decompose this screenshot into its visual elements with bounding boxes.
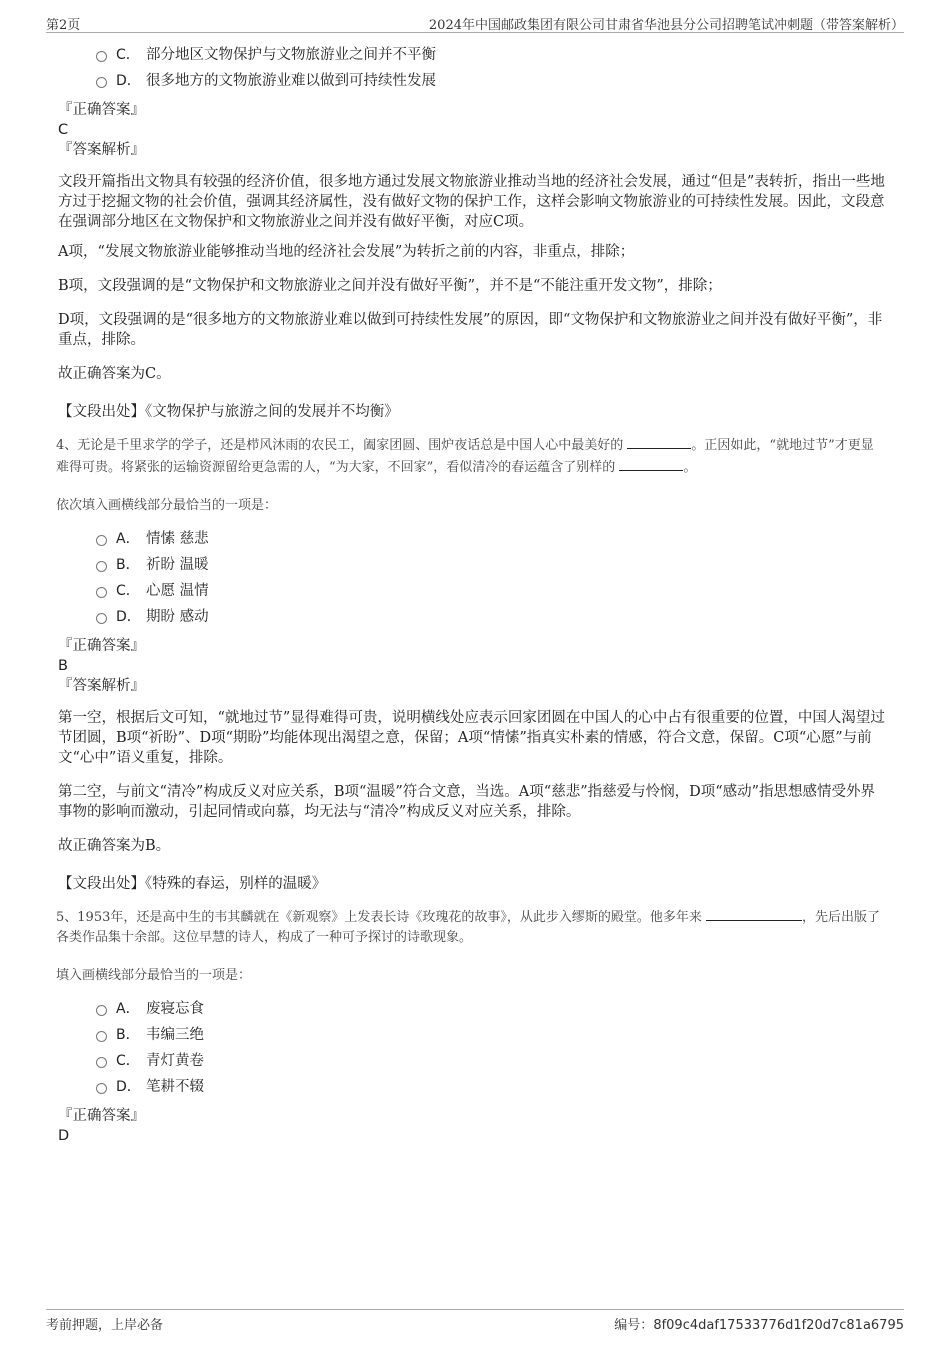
- q4-option-d[interactable]: [56, 604, 886, 630]
- q4-options: [56, 526, 886, 630]
- option-text: 部分地区文物保护与文物旅游业之间并不平衡: [146, 47, 436, 63]
- q5-answer: D: [58, 1128, 70, 1144]
- q4-answer: B: [58, 658, 68, 674]
- q3-analysis-para-1: 文段开篇指出文物具有较强的经济价值，很多地方通过发展文物旅游业推动当地的经济社会发展，通过“但是”表转折，指出一些地方过于挖掘文物的社会价值，强调其经济属性，没有做好文物的保护工作，这样会影响文物旅游业的可持续性发展。因此，文段意在强调部分地区在文物保护和文物旅游业之间并没有做好平衡，对应C项。: [58, 174, 885, 230]
- option-letter: B．: [116, 1027, 140, 1043]
- q5-prompt: 填入画横线部分最恰当的一项是：: [56, 968, 252, 983]
- option-letter: D．: [116, 609, 141, 625]
- option-text: 祈盼 温暖: [146, 557, 209, 573]
- radio-icon[interactable]: [96, 1057, 107, 1068]
- option-text: 期盼 感动: [146, 609, 209, 625]
- q5-option-a[interactable]: [56, 996, 886, 1022]
- radio-icon[interactable]: [96, 613, 107, 624]
- q3-analysis-para-2: A项，“发展文物旅游业能够推动当地的经济社会发展”为转折之前的内容，非重点，排除；: [58, 244, 635, 260]
- q5-option-b[interactable]: [56, 1022, 886, 1048]
- q3-answer: C: [58, 122, 69, 138]
- q3-analysis-label: 『答案解析』: [58, 142, 145, 158]
- option-text: 青灯黄卷: [146, 1053, 204, 1069]
- option-text: 废寝忘食: [146, 1001, 204, 1017]
- document-code-value: 8f09c4daf17533776d1f20d7c81a6795: [653, 1318, 904, 1333]
- q4-analysis-para-2: 第二空，与前文“清冷”构成反义对应关系，B项“温暖”符合文意，当选。A项“慈悲”指慈爱与怜悯，D项“感动”指思想感情受外界事物的影响而激动，引起同情或向慕，均无法与“清冷”构成反义对应关系，排除。: [58, 784, 876, 820]
- q3-option-d[interactable]: [56, 68, 886, 94]
- q4-answer-label: 『正确答案』: [58, 638, 145, 654]
- option-text: 韦编三绝: [146, 1027, 204, 1043]
- q4-analysis-label: 『答案解析』: [58, 678, 145, 694]
- option-text: 心愿 温情: [146, 583, 209, 599]
- option-letter: C．: [116, 1053, 140, 1069]
- radio-icon[interactable]: [96, 51, 107, 62]
- document-code: [614, 1314, 904, 1333]
- q3-source: 【文段出处】《文物保护与旅游之间的发展并不均衡》: [58, 404, 399, 420]
- radio-icon[interactable]: [96, 1031, 107, 1042]
- document-body: [56, 42, 886, 1146]
- option-letter: B．: [116, 557, 140, 573]
- option-letter: A．: [116, 531, 140, 547]
- q5-blank: [706, 906, 802, 921]
- option-text: 情愫 慈悲: [146, 531, 209, 547]
- q5-options: [56, 996, 886, 1100]
- q5-answer-label: 『正确答案』: [58, 1108, 145, 1124]
- q4-analysis-para-3: 故正确答案为B。: [58, 838, 171, 854]
- page-header: [46, 12, 904, 33]
- q3-analysis-para-4: D项，文段强调的是“很多地方的文物旅游业难以做到可持续性发展”的原因，即“文物保护和文物旅游业之间并没有做好平衡”，非重点，排除。: [58, 312, 883, 348]
- option-text: 很多地方的文物旅游业难以做到可持续性发展: [146, 73, 436, 89]
- q5-option-d[interactable]: [56, 1074, 886, 1100]
- document-code-label: 编号：: [614, 1318, 654, 1333]
- option-letter: C．: [116, 47, 140, 63]
- page-number: 第2页: [46, 18, 81, 33]
- q3-answer-label: 『正确答案』: [58, 102, 145, 118]
- radio-icon[interactable]: [96, 1005, 107, 1016]
- document-title: 2024年中国邮政集团有限公司甘肃省华池县分公司招聘笔试冲刺题（带答案解析）: [428, 18, 904, 33]
- q4-blank-2: [619, 456, 683, 471]
- option-letter: D．: [116, 73, 141, 89]
- footer-slogan: 考前押题，上岸必备: [46, 1318, 164, 1333]
- radio-icon[interactable]: [96, 535, 107, 546]
- radio-icon[interactable]: [96, 1083, 107, 1094]
- radio-icon[interactable]: [96, 561, 107, 572]
- q4-option-c[interactable]: [56, 578, 886, 604]
- radio-icon[interactable]: [96, 77, 107, 88]
- option-letter: D．: [116, 1079, 141, 1095]
- q3-analysis-para-3: B项，文段强调的是“文物保护和文物旅游业之间并没有做好平衡”，并不是“不能注重开发文物”，排除；: [58, 278, 722, 294]
- q4-stem: 4、无论是千里求学的学子，还是栉风沐雨的农民工，阖家团圆、围炉夜话总是中国人心中最美好的 。正因如此，“就地过节”才更显难得可贵。将紧张的运输资源留给更急需的人，“为大家，不回家”，看似清冷的春运蕴含了别样的 。: [56, 434, 886, 478]
- q3-options: [56, 42, 886, 94]
- q3-analysis-para-5: 故正确答案为C。: [58, 366, 171, 382]
- radio-icon[interactable]: [96, 587, 107, 598]
- q3-option-c[interactable]: [56, 42, 886, 68]
- q4-option-a[interactable]: [56, 526, 886, 552]
- q5-option-c[interactable]: [56, 1048, 886, 1074]
- page-footer: [46, 1309, 904, 1332]
- q4-analysis-para-1: 第一空，根据后文可知，“就地过节”显得难得可贵，说明横线处应表示回家团圆在中国人的心中占有很重要的位置，中国人渴望过节团圆，B项“祈盼”、D项“期盼”均能体现出渴望之意，保留；A项“情愫”指真实朴素的情感，符合文意，保留。C项“心愿”与前文“心中”语义重复，排除。: [58, 710, 885, 766]
- q4-option-b[interactable]: [56, 552, 886, 578]
- option-letter: A．: [116, 1001, 140, 1017]
- option-letter: C．: [116, 583, 140, 599]
- option-text: 笔耕不辍: [146, 1079, 204, 1095]
- q4-prompt: 依次填入画横线部分最恰当的一项是：: [56, 498, 278, 513]
- q4-source: 【文段出处】《特殊的春运，别样的温暖》: [58, 876, 327, 892]
- q5-stem: 5、1953年，还是高中生的韦其麟就在《新观察》上发表长诗《玫瑰花的故事》，从此步入缪斯的殿堂。他多年来 ，先后出版了各类作品集十余部。这位早慧的诗人，构成了一种可予探讨的诗歌现象。: [56, 906, 886, 948]
- q4-blank-1: [627, 434, 691, 449]
